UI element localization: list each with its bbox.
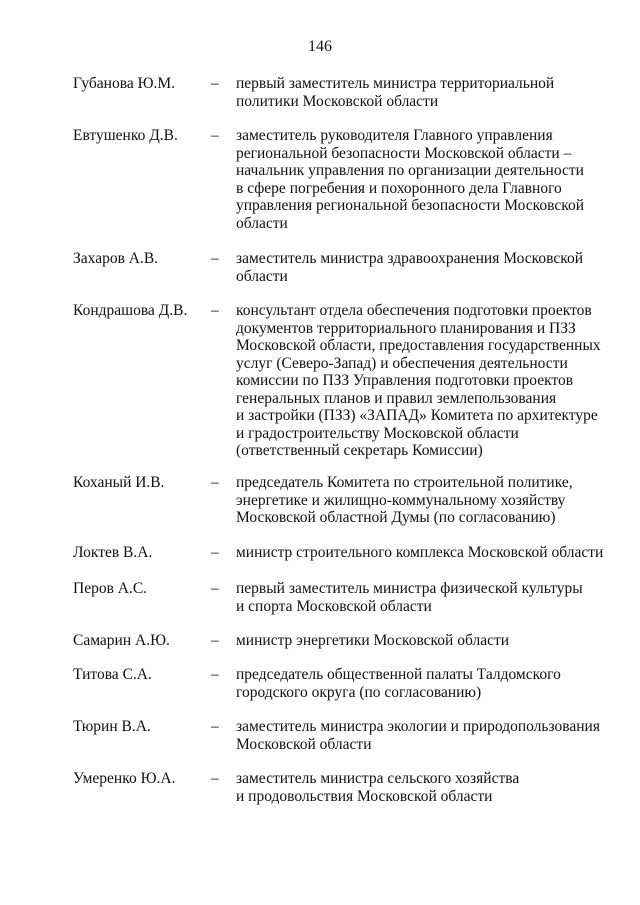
dash-separator: – <box>211 544 219 561</box>
dash-separator: – <box>211 718 219 735</box>
dash-separator: – <box>211 75 219 92</box>
member-name: Коханый И.В. <box>73 474 165 491</box>
member-position <box>236 770 616 805</box>
position-line: Московской области <box>236 735 372 753</box>
member-position <box>236 666 616 701</box>
position-line: области <box>236 214 288 232</box>
position-line: политики Московской области <box>236 92 439 110</box>
position-line: заместитель руководителя Главного управления <box>236 127 553 144</box>
position-line: начальник управления по организации деятельности <box>236 162 584 179</box>
position-line: документов территориального планирования и ПЗЗ <box>236 319 576 337</box>
position-line: первый заместитель министра физической культуры <box>236 580 583 597</box>
member-position <box>236 127 616 232</box>
member-position <box>236 75 616 110</box>
dash-separator: – <box>211 770 219 787</box>
member-name: Захаров А.В. <box>73 250 159 267</box>
member-name: Губанова Ю.М. <box>73 75 176 92</box>
member-name: Тюрин В.А. <box>73 718 151 735</box>
position-line: заместитель министра сельского хозяйства <box>236 770 520 787</box>
position-line: энергетике и жилищно-коммунальному хозяйству <box>236 491 566 509</box>
member-name: Самарин А.Ю. <box>73 632 170 649</box>
position-line: и спорта Московской области <box>236 597 432 615</box>
position-line: области <box>236 267 288 285</box>
position-line: заместитель министра экологии и природопользования <box>236 718 600 735</box>
position-line: председатель Комитета по строительной политике, <box>236 474 573 491</box>
position-line: генеральных планов и правил землепользования <box>236 389 557 407</box>
position-line: консультант отдела обеспечения подготовки проектов <box>236 302 592 319</box>
member-name: Локтев В.А. <box>73 544 153 561</box>
position-line: и продовольствия Московской области <box>236 787 493 805</box>
member-position <box>236 718 616 753</box>
member-name: Евтушенко Д.В. <box>73 127 178 144</box>
dash-separator: – <box>211 632 219 649</box>
position-line: городского округа (по согласованию) <box>236 683 482 701</box>
position-line: управления региональной безопасности Московской <box>236 197 585 214</box>
position-line: первый заместитель министра территориальной <box>236 75 555 92</box>
position-line: комиссии по ПЗЗ Управления подготовки проектов <box>236 372 574 389</box>
position-line: услуг (Северо-Запад) и обеспечения деятельности <box>236 354 568 372</box>
member-position <box>236 302 616 460</box>
position-line: и градостроительству Московской области <box>236 424 519 442</box>
member-name: Перов А.С. <box>73 580 148 597</box>
member-name: Кондрашова Д.В. <box>73 302 188 319</box>
member-position <box>236 474 616 527</box>
dash-separator: – <box>211 580 219 597</box>
dash-separator: – <box>211 666 219 683</box>
position-line: региональной безопасности Московской области – <box>236 144 572 162</box>
position-line: министр строительного комплекса Московской области <box>236 544 604 561</box>
member-position <box>236 580 616 615</box>
position-line: Московской областной Думы (по согласованию) <box>236 509 556 526</box>
member-position <box>236 250 616 285</box>
position-line: (ответственный секретарь Комиссии) <box>236 442 483 459</box>
dash-separator: – <box>211 250 219 267</box>
page-number: 146 <box>308 38 332 55</box>
position-line: заместитель министра здравоохранения Московской <box>236 250 584 267</box>
position-line: и застройки (ПЗЗ) «ЗАПАД» Комитета по архитектуре <box>236 407 598 424</box>
position-line: председатель общественной палаты Талдомского <box>236 666 561 683</box>
dash-separator: – <box>211 127 219 144</box>
member-name: Умеренко Ю.А. <box>73 770 176 787</box>
dash-separator: – <box>211 302 219 319</box>
position-line: в сфере погребения и похоронного дела Главного <box>236 179 562 197</box>
dash-separator: – <box>211 474 219 491</box>
member-position <box>236 632 616 650</box>
position-line: Московской области, предоставления государственных <box>236 337 601 354</box>
position-line: министр энергетики Московской области <box>236 632 510 649</box>
member-name: Титова С.А. <box>73 666 152 683</box>
member-position <box>236 544 616 562</box>
